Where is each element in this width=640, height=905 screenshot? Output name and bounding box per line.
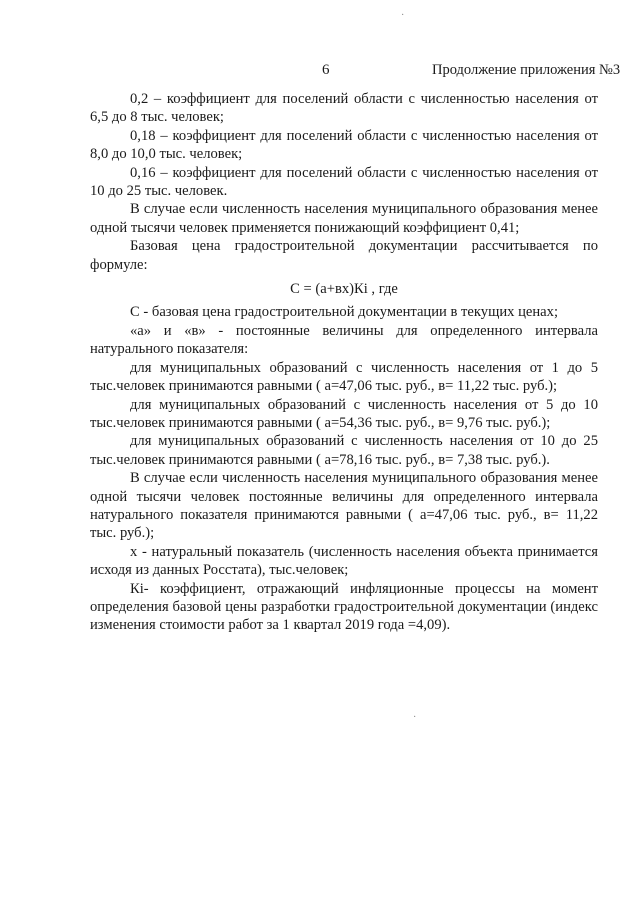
paragraph-coefficient-0-16: 0,16 – коэффициент для поселений области с численностью населения от 10 до 25 тыс. человек. [90, 164, 598, 200]
paragraph-definition-a-b: «а» и «в» - постоянные величины для определенного интервала натурального показателя: [90, 322, 598, 358]
paragraph-definition-x: х - натуральный показатель (численность населения объекта принимается исходя из данных Росстата), тыс.человек; [90, 543, 598, 579]
scan-speck: · [401, 10, 405, 21]
formula: С = (а+вх)Кi , где [290, 281, 398, 298]
appendix-continuation-note: Продолжение приложения №3 [432, 62, 621, 78]
paragraph-interval-10-25: для муниципальных образований с численность населения от 10 до 25 тыс.человек принимаются равными ( а=78,16 тыс. руб., в= 7,38 тыс. руб.). [90, 433, 598, 468]
paragraph-interval-1-5: для муниципальных образований с численность населения от 1 до 5 тыс.человек принимаются равными ( а=47,06 тыс. руб., в= 11,22 тыс. руб.); [90, 359, 598, 395]
paragraph-coefficient-0-18: 0,18 – коэффициент для поселений области с численностью населения от 8,0 до 10,0 тыс. человек; [90, 127, 598, 163]
paragraph-definition-c: С - базовая цена градостроительной документации в текущих ценах; [130, 304, 559, 321]
paragraph-interval-5-10: для муниципальных образований с численность населения от 5 до 10 тыс.человек принимаются равными ( а=54,36 тыс. руб., в= 9,76 тыс. руб.); [90, 396, 598, 431]
paragraph-reducing-coefficient: В случае если численность населения муниципального образования менее одной тысячи человек применяется понижающий коэффициент 0,41; [90, 201, 598, 236]
document-body [90, 90, 598, 635]
paragraph-definition-ki: Кi- коэффициент, отражающий инфляционные процессы на момент определения базовой цены разработки градостроительной документации (индекс изменения стоимости работ за 1 квартал 2019 года =4,09). [90, 580, 598, 634]
paragraph-coefficient-0-2: 0,2 – коэффициент для поселений области с численностью населения от 6,5 до 8 тыс. человек; [90, 91, 598, 126]
paragraph-base-price-intro: Базовая цена градостроительной документации рассчитывается по формуле: [90, 238, 598, 273]
paragraph-under-one-thousand: В случае если численность населения муниципального образования менее одной тысячи человек постоянные величины для определенного интервала натурального показателя принимаются равными ( а=47,06 тыс. руб., в= 11,22 тыс. руб.); [90, 470, 598, 542]
scan-speck: · [413, 712, 417, 723]
page-number: 6 [322, 62, 330, 78]
